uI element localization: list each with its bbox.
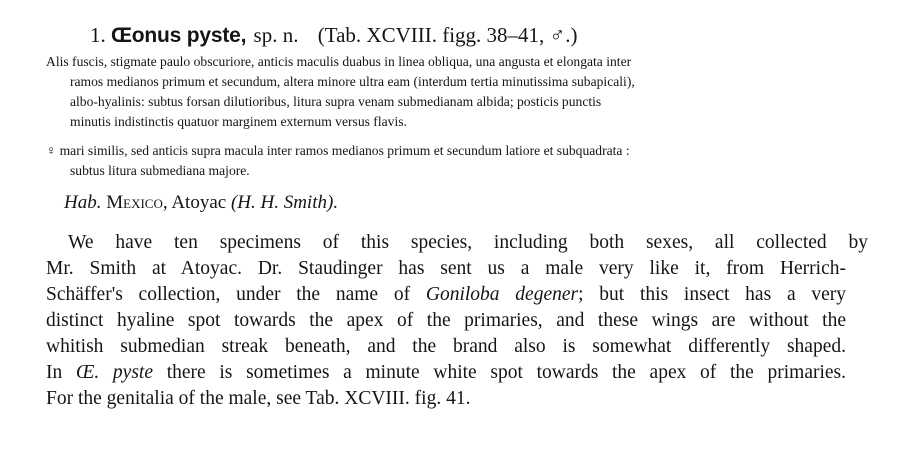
body-line-2: Mr. Smith at Atoyac. Dr. Staudinger has sent us a male very like it, from Herrich-	[46, 258, 846, 279]
body-line-3-end: ; but this insect has a very	[578, 284, 847, 305]
diagnosis-female-line-1: ♀ mari similis, sed anticis supra macula inter ramos medianos primum et secundum latiore et subquadrata :	[46, 143, 630, 158]
body-line-5: whitish submedian streak beneath, and the brand also is somewhat differently shaped.	[46, 336, 846, 357]
body-line-6-start: In	[46, 362, 63, 383]
species-citation-goniloba: Goniloba degener	[425, 284, 579, 305]
diagnosis-female-line-2: subtus litura submediana majore.	[70, 163, 250, 178]
plate-reference: (Tab. XCVIII. figg. 38–41, ♂.)	[317, 23, 578, 47]
species-citation-oeonus: Œ. pyste	[75, 362, 153, 383]
body-line-6	[46, 362, 846, 384]
species-number: 1.	[90, 23, 106, 47]
habitat-locality: Atoyac	[171, 192, 227, 213]
species-name: Œonus pyste,	[111, 24, 247, 47]
habitat-label: Hab.	[64, 192, 102, 213]
body-line-3-start: Schäffer's collection, under the name of	[46, 284, 411, 305]
body-line-7: For the genitalia of the male, see Tab. XCVIII. fig. 41.	[46, 388, 471, 409]
diagnosis-male-line-1: Alis fuscis, stigmate paulo obscuriore, anticis maculis duabus in linea obliqua, una angusta et elongata inter	[46, 54, 632, 69]
body-line-4: distinct hyaline spot towards the apex of the primaries, and these wings are without the	[46, 310, 846, 331]
habitat-country: Mexico,	[106, 192, 168, 213]
habitat-collector: (H. H. Smith).	[230, 192, 339, 213]
species-heading	[90, 22, 890, 49]
habitat-line	[64, 191, 864, 215]
diagnosis-male-line-2: ramos medianos primum et secundum, altera minore ultra eam (interdum tertia minutissima subapicali),	[70, 74, 635, 89]
body-line-3	[46, 284, 846, 306]
diagnosis-male-line-3: albo-hyalinis: subtus forsan dilutioribus, litura supra venam submedianam albida; posticis punctis	[70, 94, 602, 109]
species-novelty-note: sp. n.	[253, 23, 299, 47]
body-line-6-end: there is sometimes a minute white spot towards the apex of the primaries.	[166, 362, 847, 383]
body-line-1: We have ten specimens of this species, including both sexes, all collected by	[68, 232, 868, 253]
diagnosis-male-line-4: minutis indistinctis quatuor marginem externum versus flavis.	[70, 114, 407, 129]
